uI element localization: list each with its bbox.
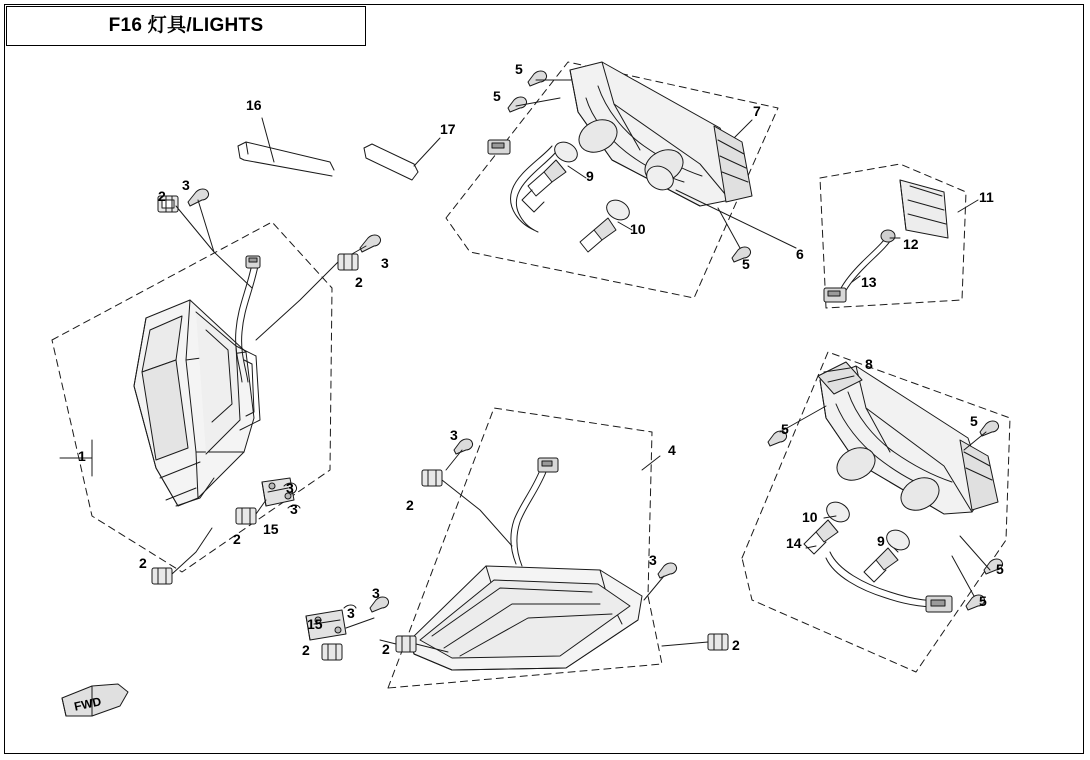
callout-5g: 5 bbox=[979, 593, 987, 609]
callout-15b: 15 bbox=[307, 616, 323, 632]
callout-10b: 10 bbox=[802, 509, 818, 525]
callout-3g: 3 bbox=[372, 585, 380, 601]
taillight-lower-assembly bbox=[768, 362, 1003, 612]
callout-3e: 3 bbox=[450, 427, 458, 443]
bulb-9 bbox=[522, 138, 581, 212]
callout-5b: 5 bbox=[493, 88, 501, 104]
callout-15a: 15 bbox=[263, 521, 279, 537]
part-16-rod bbox=[238, 142, 334, 176]
callout-2b: 2 bbox=[355, 274, 363, 290]
callout-5d: 5 bbox=[781, 421, 789, 437]
fwd-label: FWD bbox=[72, 694, 103, 714]
taillight-upper-assembly bbox=[488, 62, 752, 262]
callout-5e: 5 bbox=[970, 413, 978, 429]
callout-3c: 3 bbox=[286, 480, 294, 496]
callout-2d: 2 bbox=[139, 555, 147, 571]
callout-5f: 5 bbox=[996, 561, 1004, 577]
callout-2g: 2 bbox=[302, 642, 310, 658]
callout-7: 7 bbox=[753, 103, 761, 119]
callout-8: 8 bbox=[865, 356, 873, 372]
callout-9b: 9 bbox=[877, 533, 885, 549]
callout-1: 1 bbox=[78, 448, 86, 464]
callout-3d: 3 bbox=[290, 501, 298, 517]
callout-10a: 10 bbox=[630, 221, 646, 237]
callout-5c: 5 bbox=[742, 256, 750, 272]
callout-3b: 3 bbox=[381, 255, 389, 271]
part-17-rod bbox=[364, 144, 418, 180]
callout-3f: 3 bbox=[649, 552, 657, 568]
headlight-right-assembly bbox=[410, 458, 642, 670]
callout-14: 14 bbox=[786, 535, 802, 551]
callout-2a: 2 bbox=[158, 188, 166, 204]
callout-3h: 3 bbox=[347, 605, 355, 621]
callout-6: 6 bbox=[796, 246, 804, 262]
callout-9: 9 bbox=[586, 168, 594, 184]
page-title: F16 灯具/LIGHTS bbox=[108, 15, 264, 36]
callout-13: 13 bbox=[861, 274, 877, 290]
callout-2h: 2 bbox=[382, 641, 390, 657]
callout-17: 17 bbox=[440, 121, 456, 137]
callout-12: 12 bbox=[903, 236, 919, 252]
callout-2e: 2 bbox=[406, 497, 414, 513]
callout-3a: 3 bbox=[182, 177, 190, 193]
callout-2f: 2 bbox=[732, 637, 740, 653]
bulb-10b bbox=[804, 498, 853, 554]
bulb-9b bbox=[864, 526, 913, 582]
headlight-left-assembly bbox=[134, 256, 260, 506]
callout-16: 16 bbox=[246, 97, 262, 113]
callout-4: 4 bbox=[668, 442, 676, 458]
lamp-11-assembly bbox=[824, 180, 948, 302]
bulb-10 bbox=[580, 196, 633, 252]
callout-11: 11 bbox=[979, 189, 994, 205]
callout-5a: 5 bbox=[515, 61, 523, 77]
callout-2c: 2 bbox=[233, 531, 241, 547]
